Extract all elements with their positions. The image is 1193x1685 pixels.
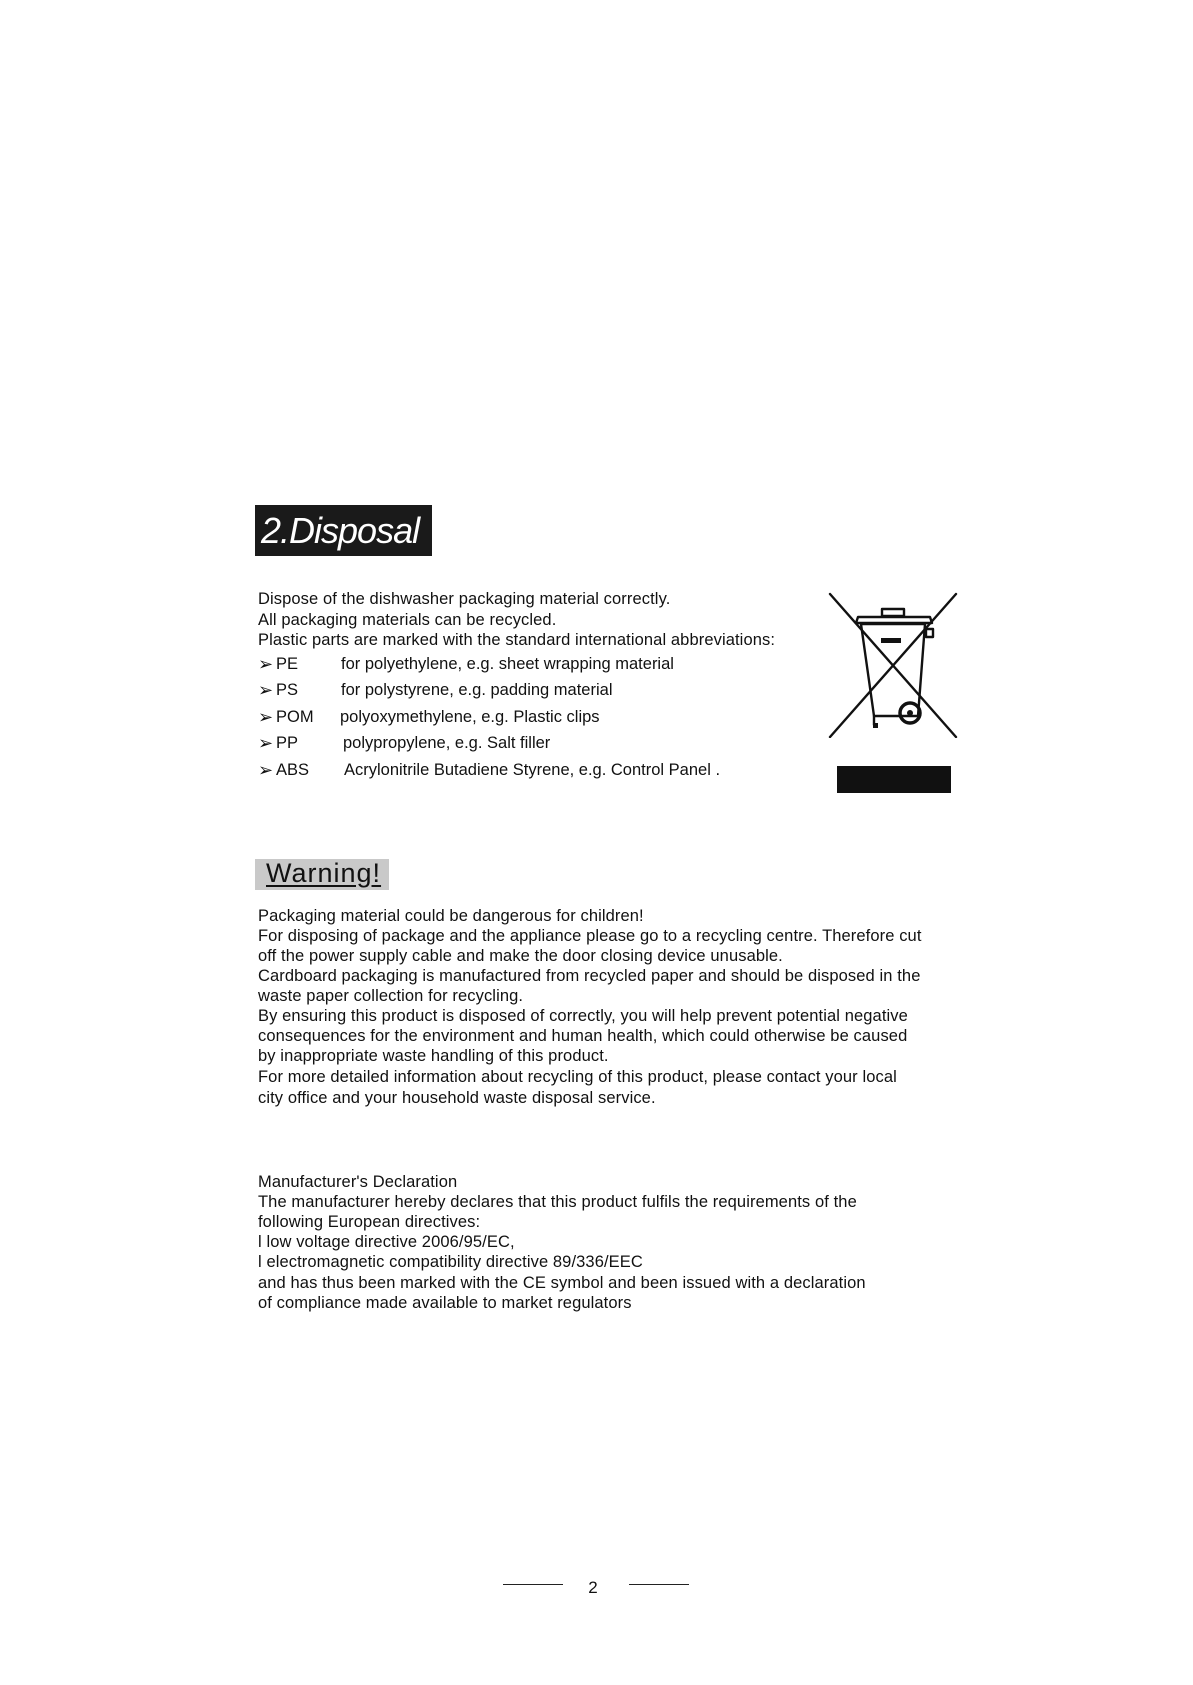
abbreviation-item: [258, 705, 600, 729]
disposal-line: Plastic parts are marked with the standard international abbreviations:: [258, 631, 776, 649]
abbreviation-description: polyoxymethylene, e.g. Plastic clips: [340, 708, 600, 726]
abbreviation-item: [258, 758, 721, 782]
arrow-bullet-icon: ➢: [258, 707, 274, 727]
declaration-line: following European directives:: [258, 1213, 481, 1231]
abbreviation-code: ABS: [276, 761, 310, 779]
disposal-line: All packaging materials can be recycled.: [258, 611, 557, 629]
abbreviation-code: POM: [276, 708, 314, 726]
warning-heading: Warning!: [266, 858, 382, 888]
crossed-out-wheelie-bin-icon: [828, 592, 958, 738]
arrow-bullet-icon: ➢: [258, 680, 274, 700]
warning-line: Cardboard packaging is manufactured from recycled paper and should be disposed in the: [258, 967, 921, 985]
warning-line: city office and your household waste disposal service.: [258, 1089, 656, 1107]
section-title: [255, 505, 432, 556]
arrow-bullet-icon: ➢: [258, 733, 274, 753]
footer-rule-left: [503, 1584, 563, 1585]
declaration-line: l electromagnetic compatibility directive 89/336/EEC: [258, 1253, 643, 1271]
warning-line: For more detailed information about recycling of this product, please contact your local: [258, 1068, 897, 1086]
warning-line: off the power supply cable and make the door closing device unusable.: [258, 947, 783, 965]
declaration-line: of compliance made available to market regulators: [258, 1294, 632, 1312]
abbreviation-item: [258, 652, 674, 676]
abbreviation-code: PP: [276, 734, 299, 752]
warning-line: Packaging material could be dangerous for children!: [258, 907, 644, 925]
footer-rule-right: [629, 1584, 689, 1585]
abbreviation-code: PE: [276, 655, 299, 673]
page-number: 2: [588, 1578, 598, 1597]
warning-line: consequences for the environment and human health, which could otherwise be caused: [258, 1027, 908, 1045]
abbreviation-code: PS: [276, 681, 299, 699]
abbreviation-description: for polyethylene, e.g. sheet wrapping material: [341, 655, 674, 673]
declaration-heading: Manufacturer's Declaration: [258, 1173, 458, 1191]
section-title-text: 2.Disposal: [261, 510, 420, 551]
disposal-line: Dispose of the dishwasher packaging material correctly.: [258, 590, 671, 608]
warning-line: by inappropriate waste handling of this product.: [258, 1047, 609, 1065]
declaration-line: l low voltage directive 2006/95/EC,: [258, 1233, 515, 1251]
warning-line: For disposing of package and the appliance please go to a recycling centre. Therefore cut: [258, 927, 922, 945]
warning-line: waste paper collection for recycling.: [258, 987, 524, 1005]
abbreviation-item: [258, 678, 613, 702]
abbreviation-item: [258, 731, 551, 755]
abbreviation-description: for polystyrene, e.g. padding material: [341, 681, 613, 699]
warning-line: By ensuring this product is disposed of correctly, you will help prevent potential negative: [258, 1007, 908, 1025]
declaration-line: and has thus been marked with the CE symbol and been issued with a declaration: [258, 1274, 866, 1292]
arrow-bullet-icon: ➢: [258, 654, 274, 674]
black-bar: [837, 766, 951, 793]
abbreviation-description: Acrylonitrile Butadiene Styrene, e.g. Control Panel .: [344, 761, 721, 779]
arrow-bullet-icon: ➢: [258, 760, 274, 780]
declaration-line: The manufacturer hereby declares that this product fulfils the requirements of the: [258, 1193, 857, 1211]
abbreviation-description: polypropylene, e.g. Salt filler: [343, 734, 551, 752]
